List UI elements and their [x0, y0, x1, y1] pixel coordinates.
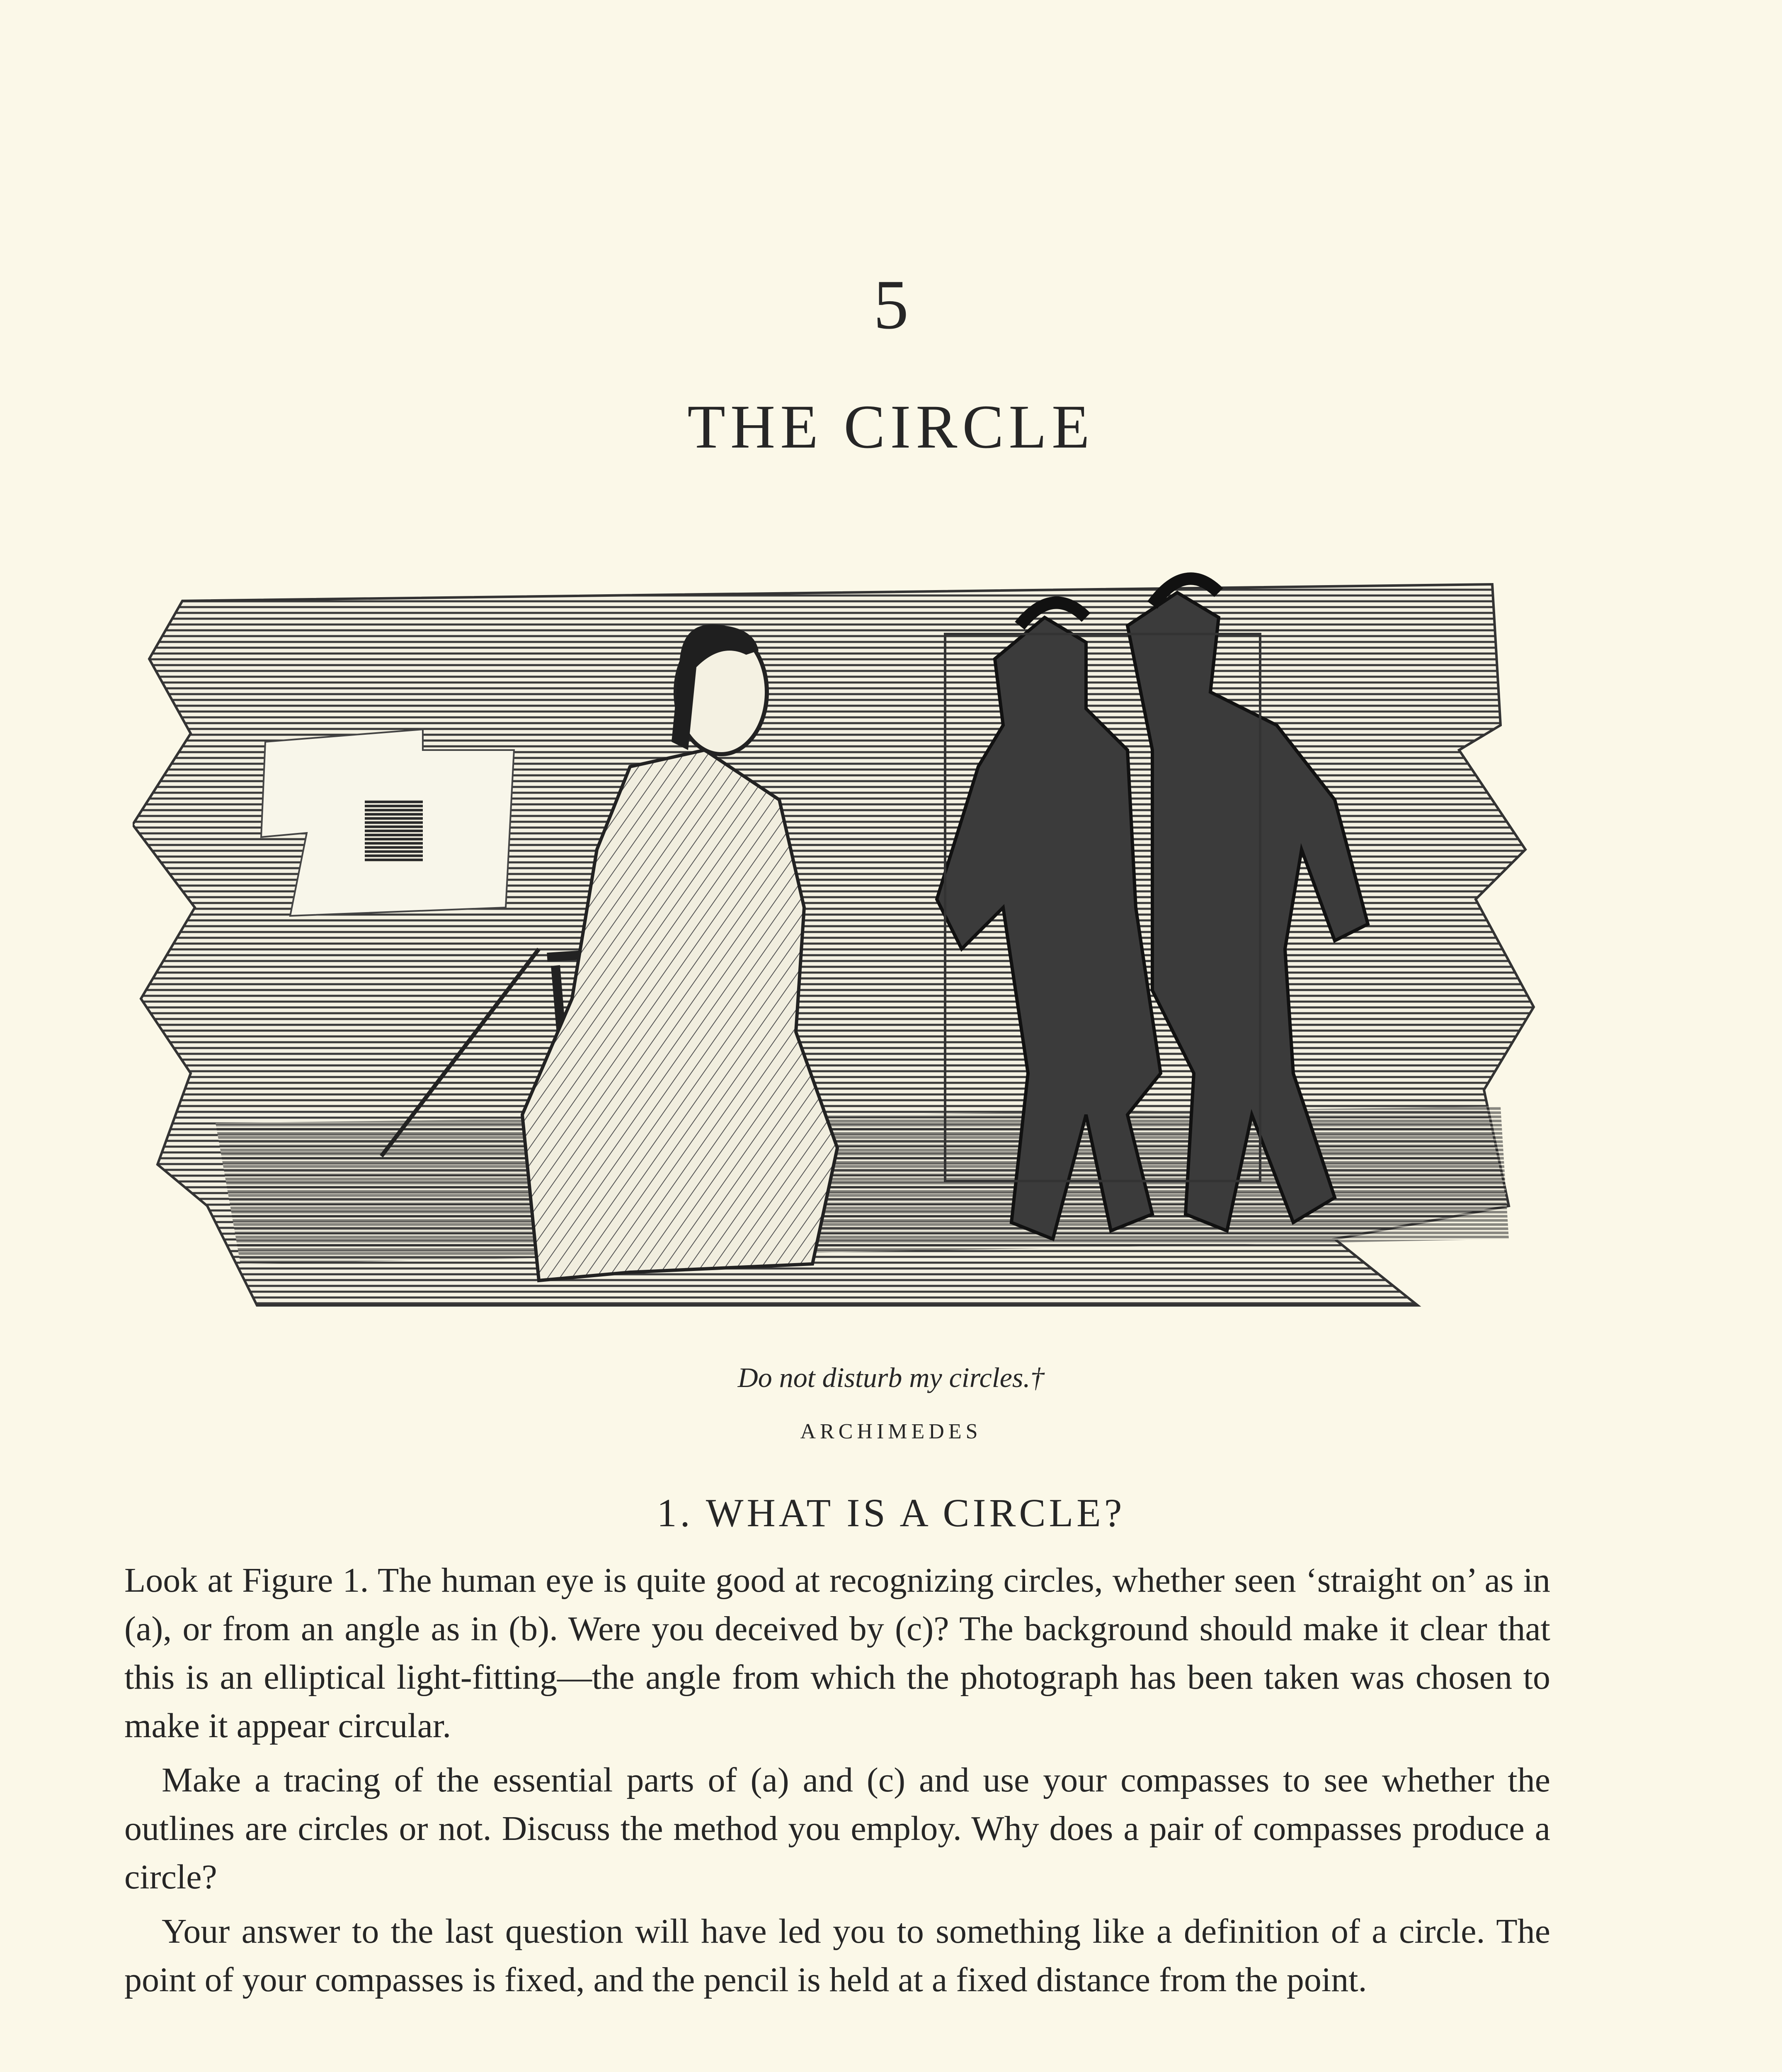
body-text [124, 1556, 1550, 2010]
paragraph-1: Look at Figure 1. The human eye is quite good at recognizing circles, whether seen ‘straight on’ as in (a), or from an angle as in (b). Were you deceived by (c)? The background should make it clear that this is an elliptical light-fitting—the angle from which the photograph has been taken was chosen to make it appear circular. [124, 1561, 1550, 1745]
chapter-title: THE CIRCLE [687, 392, 1095, 461]
epigraph-author: ARCHIMEDES [800, 1420, 982, 1443]
chapter-number: 5 [873, 266, 909, 344]
epigraph-quote: Do not disturb my circles.† [737, 1362, 1045, 1393]
paragraph-3: Your answer to the last question will have led you to something like a definition of a circle. The point of your compasses is fixed, and the pencil is held at a fixed distance from the point. [124, 1912, 1550, 1999]
paragraph-2: Make a tracing of the essential parts of (a) and (c) and use your compasses to see whether the outlines are circles or not. Discuss the method you employ. Why does a pair of compasses produce a circle? [124, 1761, 1550, 1896]
window-building [365, 800, 423, 862]
section-heading: 1. WHAT IS A CIRCLE? [657, 1491, 1125, 1535]
archimedes-illustration [133, 535, 1550, 1334]
